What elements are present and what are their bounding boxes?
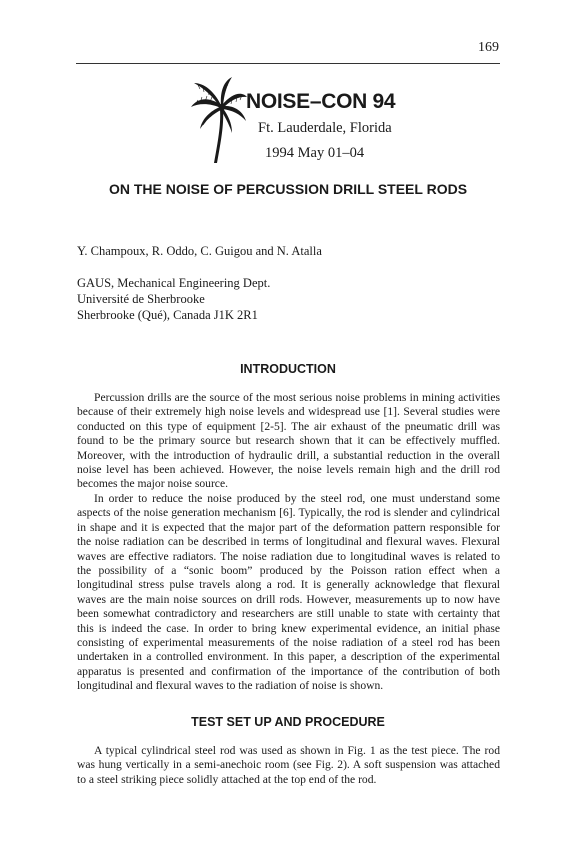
page-number: 169 [478, 40, 499, 55]
affiliation-line: Sherbrooke (Qué), Canada J1K 2R1 [77, 308, 258, 322]
affiliation [77, 275, 270, 323]
header-rule [76, 63, 500, 64]
palm-tree-icon [190, 75, 248, 165]
affiliation-line: GAUS, Mechanical Engineering Dept. [77, 276, 271, 290]
section-heading-test-setup: TEST SET UP AND PROCEDURE [191, 715, 385, 729]
section-heading-introduction: INTRODUCTION [240, 362, 336, 376]
body-paragraph: In order to reduce the noise produced by the steel rod, one must understand some aspects of the noise generation mechanism [6]. Typically, the rod is slender and cylindrical in shape and it is expected that the major part of the deformation pattern responsible for the noise radiation can be described in terms of longitudinal and flexural waves. Flexural waves are effective radiators. The noise radiation due to longitudinal waves is related to the possibility of a “sonic boom” produced by the Poisson ration effect when a longitudinal stress pulse travels along a rod. It is generally acknowledge that flexural waves are the main noise sources on drill rods. However, measurements up to now have been somewhat contradictory and researchers are still unable to state with certainty that this is indeed the case. In order to bring knew experimental evidence, an initial phase consisting of experimental measurements of the noise radiation of a steel rod has been undertaken in a controlled environment. In this paper, a description of the experimental apparatus is presented and confirmation of the importance of the contribution of both longitudinal and flexural waves to the radiation of noise is shown. [77, 492, 500, 693]
body-paragraph: A typical cylindrical steel rod was used as shown in Fig. 1 as the test piece. The rod was hung vertically in a semi-anechoic room (see Fig. 2). A soft suspension was attached to a steel striking piece solidly attached at the top end of the rod. [77, 744, 500, 786]
conference-name: NOISE–CON 94 [246, 90, 396, 113]
conference-location: Ft. Lauderdale, Florida [258, 120, 392, 136]
conference-date: 1994 May 01–04 [265, 145, 365, 161]
paper-title: ON THE NOISE OF PERCUSSION DRILL STEEL RODS [108, 181, 468, 197]
author-list: Y. Champoux, R. Oddo, C. Guigou and N. Atalla [77, 244, 322, 258]
body-paragraph: Percussion drills are the source of the most serious noise problems in mining activities because of their extremely high noise levels and widespread use [1]. Several studies were conducted on this type of equipment [2-5]. The air exhaust of the pneumatic drill was found to be the primary source but research shown that it can be effectively muffled. Moreover, with the introduction of hydraulic drill, a substantial reduction in the overall noise level has been achieved. However, the noise levels remain high and the drill rod becomes the major noise source. [77, 391, 500, 491]
affiliation-line: Université de Sherbrooke [77, 292, 205, 306]
